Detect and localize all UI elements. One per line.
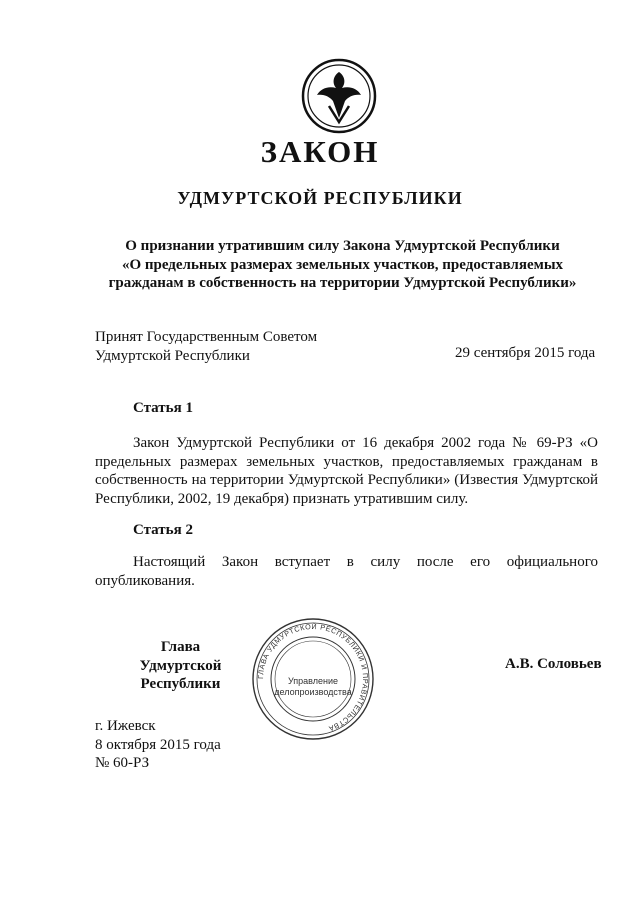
signatory-role-line: Удмуртской Республики [139, 657, 222, 692]
article-2-text: Настоящий Закон вступает в силу после его официального опубликования. [95, 554, 598, 589]
coat-of-arms-udmurtia-icon [301, 58, 377, 134]
adoption-line: Удмуртской Республики [95, 347, 250, 364]
signatory-name: А.В. Соловьев [505, 656, 602, 672]
article-2-title: Статья 2 [133, 522, 193, 538]
law-number: № 60-РЗ [95, 755, 150, 771]
signing-date: 8 октября 2015 года [95, 736, 221, 753]
article-1-title: Статья 1 [133, 400, 193, 416]
heading-line: О признании утратившим силу Закона Удмуртской Республики [125, 238, 560, 254]
heading-line: «О предельных размерах земельных участков, предоставляемых [121, 256, 564, 273]
document-title: ЗАКОН [260, 134, 380, 169]
place-date-number [95, 717, 221, 773]
adoption-line: Принят Государственным Советом [95, 329, 318, 345]
seal-inner-line: Управление [287, 676, 339, 686]
signatory-role-line: Глава [160, 639, 201, 655]
adoption-info [95, 328, 317, 365]
heading-line: гражданам в собственность на территории Удмуртской Республики» [108, 275, 577, 291]
city: г. Ижевск [95, 718, 156, 734]
law-heading [100, 237, 585, 293]
seal-outer-text: ГЛАВА УДМУРТСКОЙ РЕСПУБЛИКИ И ПРАВИТЕЛЬСТВА [255, 621, 371, 734]
adoption-date: 29 сентября 2015 года [455, 345, 596, 361]
signatory-role [103, 638, 258, 694]
document-subtitle: УДМУРТСКОЙ РЕСПУБЛИКИ [177, 188, 463, 208]
official-seal [250, 616, 376, 742]
seal-inner-line: делопроизводства [274, 687, 352, 697]
article-1-text: Закон Удмуртской Республики от 16 декабря 2002 года № 69-РЗ «О предельных размерах земельных участков, предоставляемых гражданам в собственность на территории Удмуртской Республики» (Известия Удмуртской Республики, 2002, 19 декабря) признать утратившим силу. [95, 435, 598, 507]
